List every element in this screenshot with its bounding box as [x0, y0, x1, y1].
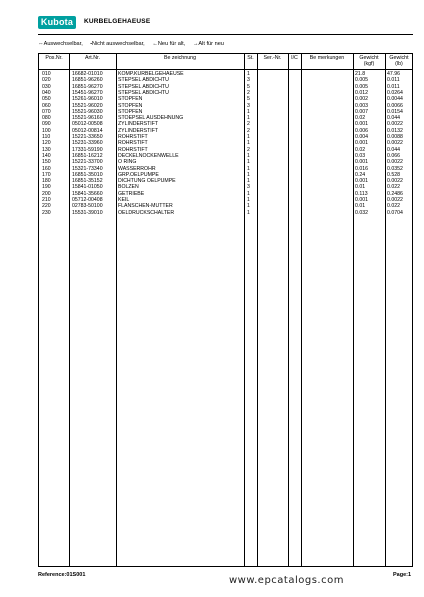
- cell-gewicht-lb: 0.0022: [387, 197, 403, 203]
- cell-gewicht-kgf: 0.01: [355, 184, 366, 191]
- cell-gewicht-kgf: 0.01: [355, 203, 366, 210]
- cell-st: 1: [247, 134, 250, 140]
- cell-pos-nr: 010: [42, 71, 51, 77]
- cell-bezeichnung: STEPSEL ABDICHTU: [118, 89, 169, 96]
- cell-art-nr: 16851-96270: [72, 83, 103, 90]
- cell-bezeichnung: FLANSCHEN-MUTTER: [118, 203, 173, 210]
- cell-gewicht-kgf: 0.001: [355, 159, 368, 166]
- header-pos-nr: Pos.Nr.: [45, 55, 63, 61]
- title-divider: [38, 34, 413, 35]
- cell-bezeichnung: ROHRSTIFT: [118, 140, 148, 147]
- cell-pos-nr: 050: [42, 96, 51, 103]
- cell-pos-nr: 020: [42, 77, 51, 84]
- cell-art-nr: 16851-96260: [72, 77, 103, 84]
- cell-gewicht-kgf: 0.03: [355, 152, 366, 159]
- cell-gewicht-lb: 0.022: [387, 184, 400, 191]
- cell-art-nr: 16851-35152: [72, 178, 103, 185]
- cell-st: 1: [247, 190, 250, 197]
- page-title: KURBELGEHAEUSE: [84, 18, 151, 25]
- cell-gewicht-lb: 0.0154: [387, 108, 403, 115]
- cell-pos-nr: 200: [42, 190, 51, 197]
- cell-art-nr: 15221-33700: [72, 159, 103, 166]
- cell-gewicht-lb: 0.0022: [387, 159, 403, 166]
- cell-pos-nr: 130: [42, 146, 51, 153]
- header-art-nr: Art.Nr.: [84, 55, 100, 61]
- cell-st: 1: [247, 209, 250, 216]
- cell-gewicht-kgf: 0.012: [355, 89, 368, 96]
- cell-bezeichnung: WASSERROHR: [118, 165, 156, 172]
- header-gewicht-lb: Gewicht (lb): [389, 55, 409, 67]
- cell-st: 2: [247, 127, 250, 134]
- cell-st: 1: [247, 115, 250, 122]
- cell-bezeichnung: ZYLINDERSTIFT: [118, 121, 159, 128]
- cell-st: 1: [247, 152, 250, 159]
- cell-pos-nr: 180: [42, 178, 51, 185]
- cell-st: 3: [247, 77, 250, 84]
- cell-pos-nr: 150: [42, 159, 51, 166]
- cell-gewicht-kgf: 0.001: [355, 140, 368, 147]
- cell-gewicht-lb: 0.0022: [387, 140, 403, 147]
- reference-label: Reference:01S001: [38, 572, 86, 578]
- header-divider: [39, 69, 412, 70]
- header-ser-nr: Ser.-Nr.: [263, 55, 282, 61]
- legend-old-for-new: →Alt für neu: [192, 41, 224, 47]
- cell-art-nr: 15521-96020: [72, 102, 103, 109]
- cell-art-nr: 15261-96010: [72, 96, 103, 103]
- cell-art-nr: 15521-96030: [72, 108, 103, 115]
- cell-st: 1: [247, 140, 250, 147]
- cell-bezeichnung: KEIL: [118, 197, 130, 203]
- cell-bezeichnung: ROHRSTIFT: [118, 146, 148, 153]
- cell-gewicht-kgf: 0.02: [355, 115, 366, 122]
- cell-st: 3: [247, 102, 250, 109]
- header-bezeichnung: Be zeichnung: [163, 55, 197, 61]
- cell-pos-nr: 100: [42, 127, 51, 134]
- cell-st: 2: [247, 89, 250, 96]
- cell-gewicht-lb: 0.044: [387, 146, 400, 153]
- cell-pos-nr: 220: [42, 203, 51, 210]
- cell-gewicht-lb: 47.96: [387, 71, 400, 77]
- cell-art-nr: 15321-73340: [72, 165, 103, 172]
- cell-gewicht-lb: 0.011: [387, 83, 400, 90]
- cell-gewicht-kgf: 0.016: [355, 165, 368, 172]
- cell-pos-nr: 030: [42, 83, 51, 90]
- cell-gewicht-kgf: 0.003: [355, 102, 368, 109]
- cell-gewicht-lb: 0.528: [387, 171, 400, 178]
- cell-bezeichnung: KOMP.KURBELGEHAEUSE: [118, 71, 184, 77]
- cell-bezeichnung: DECKELNOCKENWELLE: [118, 152, 179, 159]
- cell-gewicht-kgf: 0.113: [355, 190, 368, 197]
- cell-bezeichnung: GRP.OELPUMPE: [118, 171, 159, 178]
- cell-pos-nr: 210: [42, 197, 51, 203]
- cell-art-nr: 15221-33650: [72, 134, 103, 140]
- header-gewicht-kgf: Gewicht (kgf): [359, 55, 379, 67]
- cell-bezeichnung: BOLZEN: [118, 184, 139, 191]
- cell-gewicht-kgf: 0.24: [355, 171, 366, 178]
- cell-gewicht-kgf: 0.005: [355, 83, 368, 90]
- cell-st: 3: [247, 184, 250, 191]
- legend-not-interchangeable: ⬝Nicht auswechselbar,: [90, 41, 145, 47]
- cell-gewicht-kgf: 0.001: [355, 121, 368, 128]
- legend-new-for-old: ←Neu für alt,: [152, 41, 186, 47]
- cell-bezeichnung: STOPFEN: [118, 102, 143, 109]
- header-bemerkungen: Be merkungen: [309, 55, 345, 61]
- cell-bezeichnung: STOPFEN: [118, 108, 143, 115]
- cell-art-nr: 15451-96270: [72, 89, 103, 96]
- cell-bezeichnung: STEPSEL ABDICHTU: [118, 77, 169, 84]
- cell-gewicht-kgf: 0.02: [355, 146, 366, 153]
- cell-gewicht-lb: 0.0088: [387, 134, 403, 140]
- header-ic: I/C: [291, 55, 298, 61]
- cell-pos-nr: 060: [42, 102, 51, 109]
- cell-art-nr: 15841-35660: [72, 190, 103, 197]
- cell-gewicht-lb: 0.0132: [387, 127, 403, 134]
- cell-gewicht-lb: 0.022: [387, 203, 400, 210]
- cell-bezeichnung: ROHRSTIFT: [118, 134, 148, 140]
- cell-st: 1: [247, 178, 250, 185]
- cell-gewicht-kgf: 0.005: [355, 77, 368, 84]
- cell-gewicht-lb: 0.0264: [387, 89, 403, 96]
- cell-art-nr: 05012-00508: [72, 121, 103, 128]
- cell-gewicht-kgf: 0.001: [355, 197, 368, 203]
- cell-art-nr: 16851-35010: [72, 171, 103, 178]
- cell-gewicht-lb: 0.0022: [387, 121, 403, 128]
- parts-table: [38, 53, 413, 567]
- cell-st: 1: [247, 159, 250, 166]
- cell-pos-nr: 080: [42, 115, 51, 122]
- cell-gewicht-kgf: 0.007: [355, 108, 368, 115]
- cell-gewicht-kgf: 0.002: [355, 96, 368, 103]
- cell-art-nr: 15521-96160: [72, 115, 103, 122]
- cell-art-nr: 05012-00814: [72, 127, 103, 134]
- cell-pos-nr: 160: [42, 165, 51, 172]
- page-number: Page:1: [393, 572, 412, 578]
- cell-bezeichnung: DICHTUNG OELPUMPE: [118, 178, 176, 185]
- table-row: [39, 210, 412, 216]
- cell-art-nr: 15841-01050: [72, 184, 103, 191]
- cell-gewicht-kgf: 0.004: [355, 134, 368, 140]
- cell-pos-nr: 190: [42, 184, 51, 191]
- cell-bezeichnung: ZYLINDERSTIFT: [118, 127, 159, 134]
- cell-art-nr: 05712-00408: [72, 197, 103, 203]
- cell-pos-nr: 090: [42, 121, 51, 128]
- cell-bezeichnung: OELDRUCKSCHALTER: [118, 209, 175, 216]
- cell-st: 5: [247, 96, 250, 103]
- cell-st: 1: [247, 165, 250, 172]
- cell-gewicht-kgf: 0.001: [355, 178, 368, 185]
- watermark-text: www.epcatalogs.com: [229, 575, 344, 586]
- cell-gewicht-lb: 0.0352: [387, 165, 403, 172]
- cell-bezeichnung: O RING: [118, 159, 137, 166]
- cell-st: 1: [247, 203, 250, 210]
- cell-gewicht-lb: 0.011: [387, 77, 400, 84]
- cell-bezeichnung: STEPSEL ABDICHTU: [118, 83, 169, 90]
- cell-bezeichnung: STOPFEN: [118, 96, 143, 103]
- cell-gewicht-kgf: 0.006: [355, 127, 368, 134]
- cell-art-nr: 15531-39010: [72, 209, 103, 216]
- cell-art-nr: 16682-01010: [72, 71, 103, 77]
- cell-pos-nr: 040: [42, 89, 51, 96]
- cell-art-nr: 15231-33960: [72, 140, 103, 147]
- cell-bezeichnung: GETRIEBE: [118, 190, 145, 197]
- cell-gewicht-kgf: 21.8: [355, 71, 366, 77]
- cell-pos-nr: 070: [42, 108, 51, 115]
- interchange-legend: [38, 41, 230, 48]
- cell-gewicht-kgf: 0.032: [355, 209, 368, 216]
- cell-st: 2: [247, 121, 250, 128]
- cell-art-nr: 17331-59190: [72, 146, 103, 153]
- cell-gewicht-lb: 0.0022: [387, 178, 403, 185]
- cell-pos-nr: 230: [42, 209, 51, 216]
- cell-st: 2: [247, 146, 250, 153]
- cell-st: 1: [247, 108, 250, 115]
- cell-gewicht-lb: 0.044: [387, 115, 400, 122]
- kubota-logo: Kubota: [38, 16, 76, 29]
- cell-pos-nr: 170: [42, 171, 51, 178]
- cell-gewicht-lb: 0.0044: [387, 96, 403, 103]
- cell-gewicht-lb: 0.0066: [387, 102, 403, 109]
- cell-st: 5: [247, 83, 250, 90]
- cell-art-nr: 02783-50100: [72, 203, 103, 210]
- cell-st: 1: [247, 71, 250, 77]
- cell-gewicht-lb: 0.2486: [387, 190, 403, 197]
- cell-gewicht-lb: 0.0704: [387, 209, 403, 216]
- legend-interchangeable: ⇔Auswechselbar,: [38, 41, 83, 47]
- cell-pos-nr: 120: [42, 140, 51, 147]
- cell-st: 1: [247, 197, 250, 203]
- cell-bezeichnung: STOEPSEL AUSDEHNUNG: [118, 115, 184, 122]
- header-st: St.: [247, 55, 254, 61]
- cell-st: 1: [247, 171, 250, 178]
- cell-art-nr: 16851-16212: [72, 152, 103, 159]
- cell-pos-nr: 110: [42, 134, 51, 140]
- cell-pos-nr: 140: [42, 152, 51, 159]
- cell-gewicht-lb: 0.066: [387, 152, 400, 159]
